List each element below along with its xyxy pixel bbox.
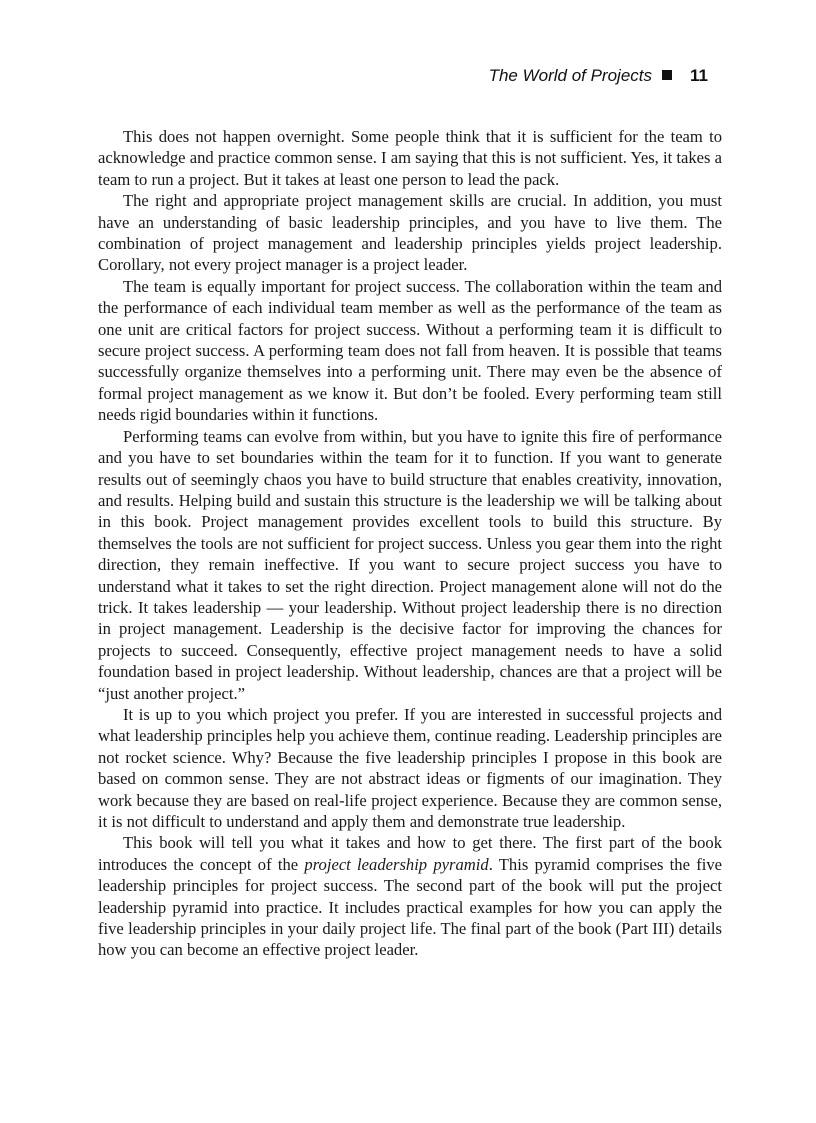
square-bullet-icon [662, 70, 672, 80]
page-number: 11 [690, 66, 708, 85]
running-head-title: The World of Projects [488, 66, 653, 85]
paragraph-4: Performing teams can evolve from within, but you have to ignite this fire of performance and you have to set boundaries within the team for it to function. If you want to generate results out of seemingly chaos you have to build structure that enables creativity, innovation, and results. Helping build and sustain this structure is the leadership we will be talking about in this book. Project management provides excellent tools to build this structure. By themselves the tools are not sufficient for project success. Unless you gear them into the right direction, they remain ineffective. If you want to secure project success you have to understand what it takes to set the right direction. Project management alone will not do the trick. It takes leadership — your leadership. Without project leadership there is no direction in project management. Leadership is the decisive factor for improving the chances for projects to succeed. Consequently, effective project management needs to have a solid foundation based in project leadership. Without leadership, chances are that a project will be “just another project.” [98, 426, 722, 703]
book-term-emphasis: project leadership pyramid [304, 854, 489, 874]
body-text [98, 126, 722, 961]
paragraph-3: The team is equally important for project success. The collaboration within the team and the performance of each individual team member as well as the performance of the team as one unit are critical factors for project success. Without a performing team it is difficult to secure project success. A performing team does not fall from heaven. It is possible that teams successfully organize themselves into a performing unit. There may even be the absence of formal project management as we know it. But don’t be fooled. Every performing team still needs rigid boundaries within it functions. [98, 276, 722, 425]
paragraph-1: This does not happen overnight. Some people think that it is sufficient for the team to acknowledge and practice common sense. I am saying that this is not sufficient. Yes, it takes a team to run a project. But it takes at least one person to lead the pack. [98, 127, 722, 189]
paragraph-6 [98, 832, 722, 960]
paragraph-2: The right and appropriate project management skills are crucial. In addition, you must have an understanding of basic leadership principles, and you have to live them. The combination of project management and leadership principles yields project leadership. Corollary, not every project manager is a project leader. [98, 191, 722, 275]
paragraph-6-after: . This pyramid comprises the five leadership principles for project success. The second part of the book will put the project leadership pyramid into practice. It includes practical examples for how you can apply the five leadership principles in your daily project life. The final part of the book (Part III) details how you can become an effective project leader. [98, 854, 723, 960]
paragraph-5: It is up to you which project you prefer. If you are interested in successful projects and what leadership principles help you achieve them, continue reading. Leadership principles are not rocket science. Why? Because the five leadership principles I propose in this book are based on common sense. They are not abstract ideas or figments of our imagination. They work because they are based on real-life project experience. Because they are common sense, it is not difficult to understand and apply them and demonstrate true leadership. [98, 704, 722, 831]
paragraph-6-before: This book will tell you what it takes and how to get there. The first part of the book introduces the concept of the [98, 833, 722, 874]
running-head [0, 66, 708, 86]
